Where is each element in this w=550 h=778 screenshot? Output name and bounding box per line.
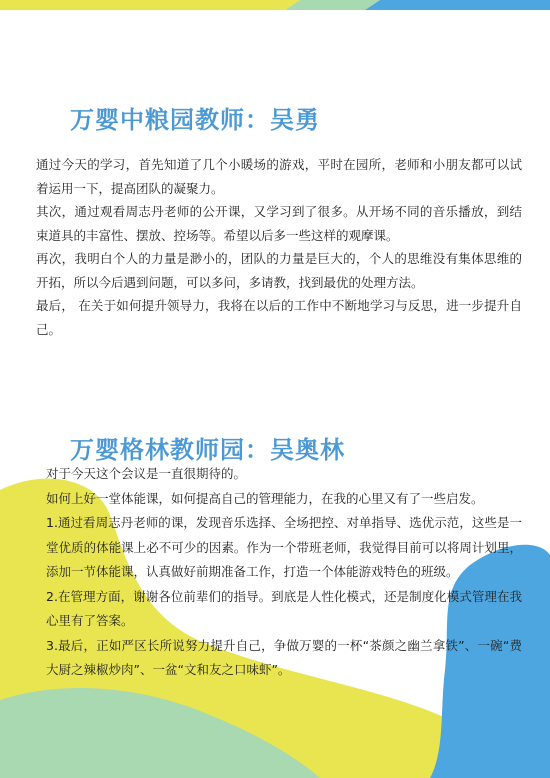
section2-paragraph: 对于今天这个会议是一直很期待的。 — [46, 466, 247, 481]
section2-title: 万婴格林教师园：吴奥林 — [70, 436, 345, 465]
section1-body — [36, 153, 522, 341]
section1-paragraph: 通过今天的学习，首先知道了几个小暖场的游戏，平时在园所，老师和小朋友都可以试着运用一下，提高团队的凝聚力。 — [36, 157, 522, 196]
section1-paragraph: 其次，通过观看周志丹老师的公开课，又学习到了很多。从开场不同的音乐播放，到结束道具的丰富性、摆放、控场等。希望以后多一些这样的观摩课。 — [36, 204, 522, 243]
top-stripe-blue — [365, 0, 550, 10]
section2-paragraph: 2.在管理方面，谢谢各位前辈们的指导。到底是人性化模式，还是制度化模式管理在我心里有了答案。 — [46, 588, 522, 628]
section2-paragraph: 如何上好一堂体能课，如何提高自己的管理能力，在我的心里又有了一些启发。 — [46, 490, 484, 506]
section2-paragraph: 1.通过看周志丹老师的课，发现音乐选择、全场把控、对单指导、选优示范，这些是一堂优质的体能课上必不可少的因素。作为一个带班老师，我觉得目前可以将周计划里，添加一节体能课，认真做好前期准备工作，打造一个体能游戏特色的班级。 — [46, 515, 522, 579]
section1-paragraph: 最后， 在关于如何提升领导力，我将在以后的工作中不断地学习与反思，进一步提升自己。 — [36, 298, 522, 337]
top-stripe-yellow — [0, 0, 300, 10]
section2-body — [46, 462, 522, 683]
section2-paragraph: 3.最后，正如严区长所说努力提升自己，争做万婴的一杯“茶颜之幽兰拿铁”、一碗“费大厨之辣椒炒肉”、一盆“文和友之口味虾”。 — [46, 637, 522, 677]
section1-paragraph: 再次，我明白个人的力量是渺小的，团队的力量是巨大的，个人的思维没有集体思维的开拓，所以今后遇到问题，可以多问，多请教，找到最优的处理方法。 — [36, 251, 522, 290]
top-stripe-green — [285, 0, 380, 10]
section1-title: 万婴中粮园教师：吴勇 — [70, 106, 320, 135]
top-decorative-stripes — [0, 0, 550, 10]
